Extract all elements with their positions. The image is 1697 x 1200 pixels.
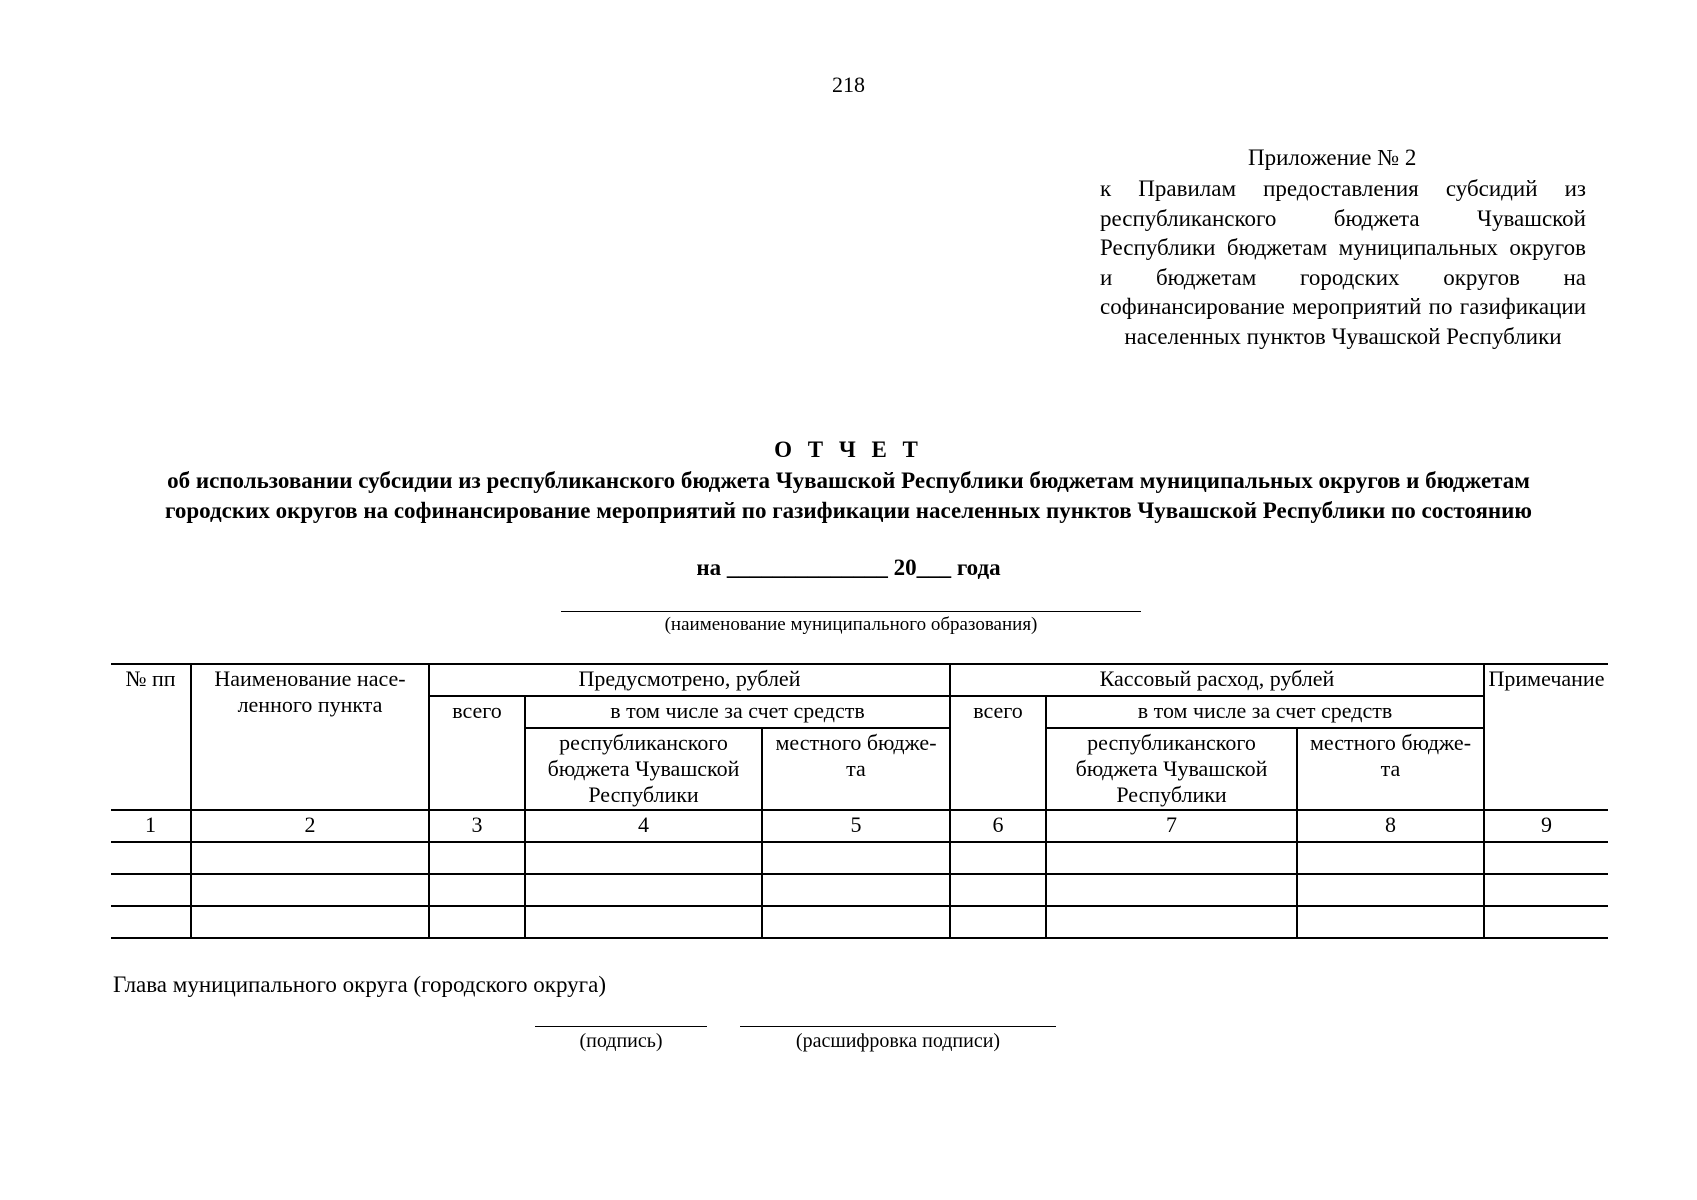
signature-caption: (подпись) <box>579 1030 663 1052</box>
column-number: 9 <box>1484 810 1608 842</box>
table-cell <box>1297 906 1484 938</box>
column-number: 8 <box>1297 810 1484 842</box>
table-cell <box>762 842 950 874</box>
page-number: 218 <box>832 72 865 97</box>
table-cell <box>1046 906 1297 938</box>
table-cell <box>1297 874 1484 906</box>
table-row <box>111 906 1608 938</box>
table-cell <box>191 874 429 906</box>
table-cell <box>111 874 191 906</box>
table-cell <box>429 906 525 938</box>
report-subtitle: об использовании субсидии из республиканского бюджета Чувашской Республики бюджетам муниципальных округов и бюджетам городских округов на софинансирование мероприятий по газификации населенных пунктов Чувашской Республики по состоянию <box>165 468 1532 523</box>
header-cash-local: местного бюдже-та <box>1297 728 1484 810</box>
table-cell <box>525 842 762 874</box>
table-cell <box>525 906 762 938</box>
municipality-caption: (наименование муниципального образования) <box>664 614 1038 635</box>
table-row <box>111 842 1608 874</box>
header-settlement: Наименование насе-ленного пункта <box>191 664 429 810</box>
header-planned-republic: республиканского бюджета Чувашской Республики <box>525 728 762 810</box>
header-cash-including: в том числе за счет средств <box>1046 696 1484 728</box>
table-cell <box>1297 842 1484 874</box>
header-note: Примечание <box>1484 664 1608 810</box>
column-number: 6 <box>950 810 1046 842</box>
column-number-row <box>111 810 1608 842</box>
table-cell <box>111 842 191 874</box>
table-cell <box>762 874 950 906</box>
table-cell <box>1484 874 1608 906</box>
table-cell <box>429 842 525 874</box>
appendix-title: Приложение № 2 <box>1248 145 1417 170</box>
table-row <box>111 874 1608 906</box>
signature-decoding-caption: (расшифровка подписи) <box>795 1030 1001 1052</box>
column-number: 1 <box>111 810 191 842</box>
column-number: 2 <box>191 810 429 842</box>
report-table <box>111 663 1608 939</box>
municipality-field-line <box>561 611 1141 612</box>
table-cell <box>191 842 429 874</box>
table-cell <box>525 874 762 906</box>
header-cash: Кассовый расход, рублей <box>950 664 1484 696</box>
table-cell <box>1046 874 1297 906</box>
header-num: № пп <box>111 664 191 810</box>
column-number: 4 <box>525 810 762 842</box>
table-cell <box>1484 906 1608 938</box>
table-cell <box>950 842 1046 874</box>
appendix-body: к Правилам предоставления субсидий из республиканского бюджета Чувашской Республики бюджетам муниципальных округов и бюджетам городских округов на софинансирование мероприятий по газификации населенных пунктов Чувашской Республики <box>1100 176 1586 349</box>
header-cash-republic: республиканского бюджета Чувашской Республики <box>1046 728 1297 810</box>
table-cell <box>111 906 191 938</box>
signature-line <box>535 1026 707 1027</box>
header-planned: Предусмотрено, рублей <box>429 664 950 696</box>
column-number: 7 <box>1046 810 1297 842</box>
table-cell <box>762 906 950 938</box>
table-cell <box>191 906 429 938</box>
header-cash-total: всего <box>950 696 1046 810</box>
table-cell <box>1484 842 1608 874</box>
head-of-district-title: Глава муниципального округа (городского округа) <box>113 972 606 997</box>
table-cell <box>429 874 525 906</box>
table-cell <box>1046 842 1297 874</box>
header-planned-including: в том числе за счет средств <box>525 696 950 728</box>
header-planned-total: всего <box>429 696 525 810</box>
column-number: 3 <box>429 810 525 842</box>
report-title: О Т Ч Е Т <box>774 437 923 462</box>
signature-decoding-line <box>740 1026 1056 1027</box>
table-cell <box>950 874 1046 906</box>
table-cell <box>950 906 1046 938</box>
report-date-line: на ______________ 20___ года <box>696 555 1001 580</box>
column-number: 5 <box>762 810 950 842</box>
header-planned-local: местного бюдже-та <box>762 728 950 810</box>
